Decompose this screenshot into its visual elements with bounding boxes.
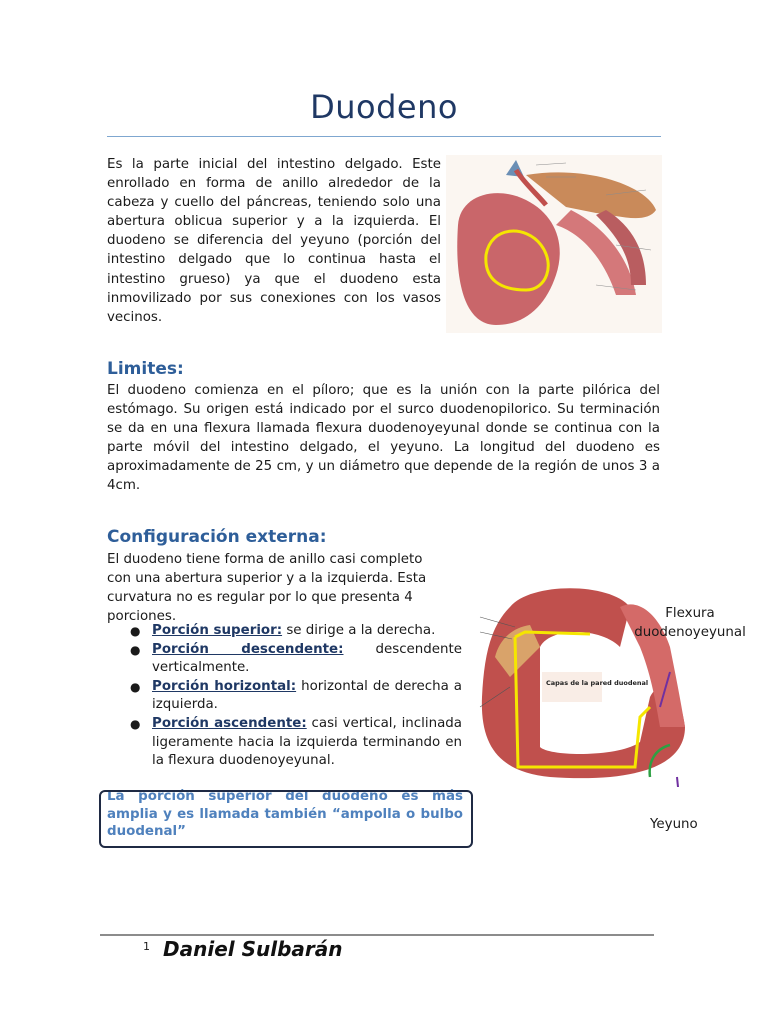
configuracion-heading: Configuración externa: <box>107 527 327 547</box>
configuracion-text: El duodeno tiene forma de anillo casi completo con una abertura superior y a la izquierda. Esta curvatura no es regular por lo que presenta 4 porciones. <box>107 552 427 625</box>
list-item <box>130 678 462 715</box>
list-item-term: Porción superior: <box>152 623 283 638</box>
page-title: Duodeno <box>310 88 458 126</box>
bullet-icon: ● <box>130 679 141 694</box>
list-item-desc: descendente verticalmente. <box>152 641 462 676</box>
inset-label: Capas de la pared duodenal <box>546 679 649 687</box>
list-item <box>130 715 462 771</box>
page-number: 1 <box>143 940 150 953</box>
list-item-term: Porción ascendente: <box>152 715 307 731</box>
author-name: Daniel Sulbarán <box>163 937 343 961</box>
callout-box <box>99 790 473 848</box>
intro-paragraph: Es la parte inicial del intestino delgado. Este enrollado en forma de anillo alrededor de la cabeza y cuello del páncreas, teniendo solo una abertura oblicua superior y a la izquierda. El duodeno se diferencia del yeyuno (porción del intestino delgado que lo continua hasta el intestino grueso) ya que el duodeno esta inmovilizado por sus conexiones con los vasos vecinos. <box>107 157 441 325</box>
list-item <box>130 641 462 678</box>
duodenum-pancreas-illustration <box>446 155 662 333</box>
list-item-term: Porción horizontal: <box>152 678 297 694</box>
bullet-icon: ● <box>130 642 141 657</box>
limites-heading: Limites: <box>107 359 184 379</box>
footer-divider <box>100 934 654 936</box>
flexura-label: Flexura duodenoyeyunal <box>634 606 746 640</box>
bullet-icon: ● <box>130 624 141 638</box>
list-item-desc: se dirige a la derecha. <box>282 623 436 638</box>
list-item <box>130 622 462 641</box>
list-item-desc: casi vertical, inclinada ligeramente hacia la izquierda terminando en la flexura duodenoyeyunal. <box>152 715 462 769</box>
list-item-desc: horizontal de derecha a izquierda. <box>152 678 462 713</box>
yeyuno-label: Yeyuno <box>650 817 698 832</box>
title-divider <box>107 136 661 137</box>
limites-paragraph: El duodeno comienza en el píloro; que es la unión con la parte pilórica del estómago. Su origen está indicado por el surco duodenopilorico. Su terminación se da en una flexura llamada flexura duodenoyeyunal donde se continua con la parte móvil del intestino delgado, el yeyuno. La longitud del duodeno es aproximadamente de 25 cm, y un diámetro que depende de la región de unos 3 a 4cm. <box>107 383 660 494</box>
ampolla-callout-text: La porción superior del duodeno es más amplia y es llamada también “ampolla o bulbo duodenal” <box>107 789 463 839</box>
porciones-list <box>130 622 462 771</box>
list-item-term: Porción descendente: <box>152 641 344 657</box>
bullet-icon: ● <box>130 716 141 731</box>
